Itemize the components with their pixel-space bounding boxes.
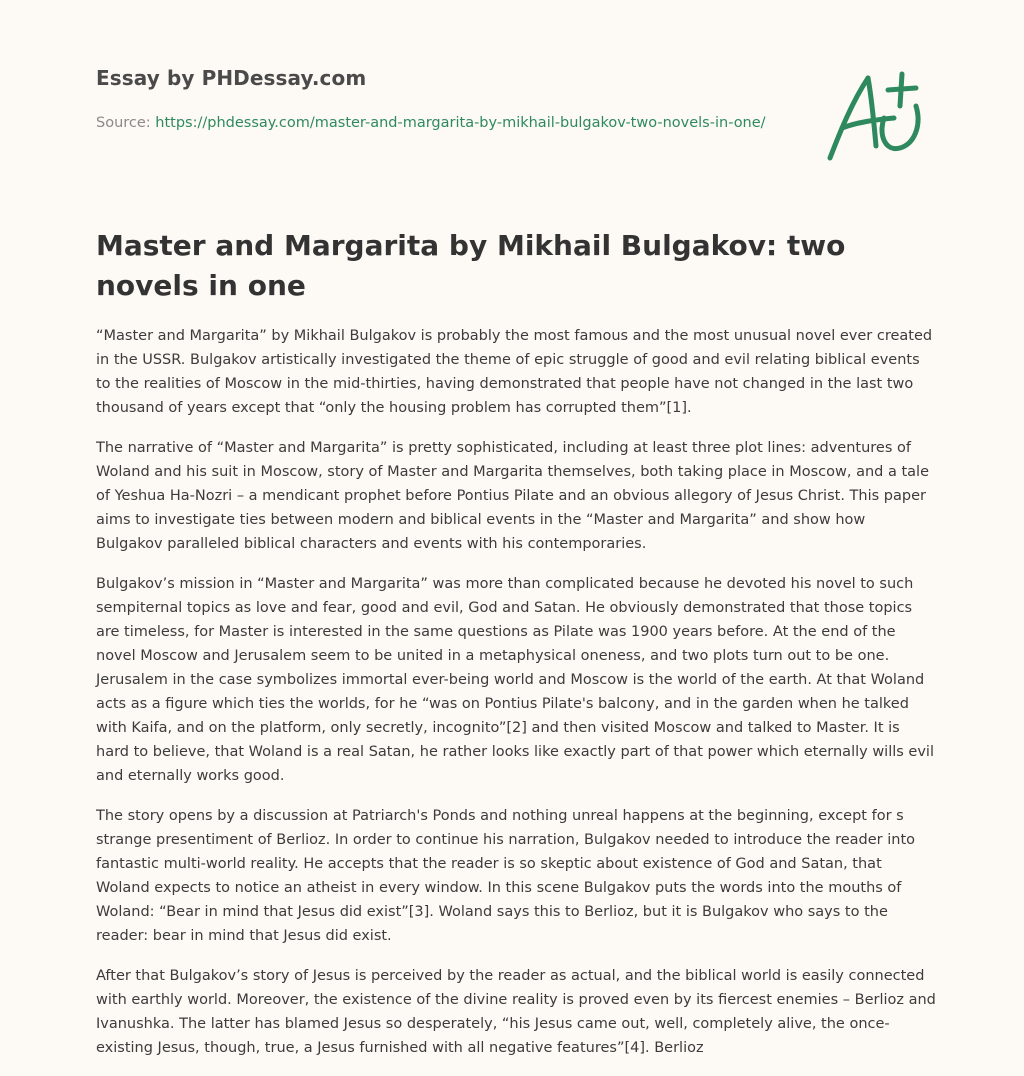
a-plus-grade-logo [818,66,930,166]
paragraph: The narrative of “Master and Margarita” is pretty sophisticated, including at least three plot lines: adventures of Woland and his suit in Moscow, story of Master and Margarita themselves, both taking place in Moscow, and a tale of Yeshua Ha-Nozri – a mendicant prophet before Pontius Pilate and an obvious allegory of Jesus Christ. This paper aims to investigate ties between modern and biblical events in the “Master and Margarita” and show how Bulgakov paralleled biblical characters and events with his contemporaries. [96,440,929,552]
article-title: Master and Margarita by Mikhail Bulgakov: two novels in one [96,229,846,302]
header-brand: Essay by PHDessay.com [96,66,367,90]
source-label: Source: [96,115,151,131]
paragraph: After that Bulgakov’s story of Jesus is perceived by the reader as actual, and the biblical world is easily connected with earthly world. Moreover, the existence of the divine reality is proved even by its fiercest enemies – Berlioz and Ivanushka. The latter has blamed Jesus so desperately, “his Jesus came out, well, completely alive, the once-existing Jesus, though, true, a Jesus furnished with all negative features”[4]. Berlioz [96,968,936,1056]
source-line [96,112,776,134]
paragraph: “Master and Margarita” by Mikhail Bulgakov is probably the most famous and the most unusual novel ever created in the USSR. Bulgakov artistically investigated the theme of epic struggle of good and evil relating biblical events to the realities of Moscow in the mid-thirties, having demonstrated that people have not changed in the last two thousand of years except that “only the housing problem has corrupted them”[1]. [96,328,933,416]
source-link[interactable]: https://phdessay.com/master-and-margarita-by-mikhail-bulgakov-two-novels-in-one/ [155,115,766,131]
paragraph: The story opens by a discussion at Patriarch's Ponds and nothing unreal happens at the beginning, except for s strange presentiment of Berlioz. In order to continue his narration, Bulgakov needed to introduce the reader into fantastic multi-world reality. He accepts that the reader is so skeptic about existence of God and Satan, that Woland expects to notice an atheist in every window. In this scene Bulgakov puts the words into the mouths of Woland: “Bear in mind that Jesus did exist”[3]. Woland says this to Berlioz, but it is Bulgakov who says to the reader: bear in mind that Jesus did exist. [96,808,916,944]
article-body [96,324,936,1076]
paragraph: Bulgakov’s mission in “Master and Margarita” was more than complicated because he devoted his novel to such sempiternal topics as love and fear, good and evil, God and Satan. He obviously demonstrated that those topics are timeless, for Master is interested in the same questions as Pilate was 1900 years before. At the end of the novel Moscow and Jerusalem seem to be united in a metaphysical oneness, and two plots turn out to be one. Jerusalem in the case symbolizes immortal ever-being world and Moscow is the world of the earth. At that Woland acts as a figure which ties the worlds, for he “was on Pontius Pilate's balcony, and in the garden when he talked with Kaifa, and on the platform, only secretly, incognito”[2] and then visited Moscow and talked to Master. It is hard to believe, that Woland is a real Satan, he rather looks like exactly part of that power which eternally wills evil and eternally works good. [96,576,934,784]
